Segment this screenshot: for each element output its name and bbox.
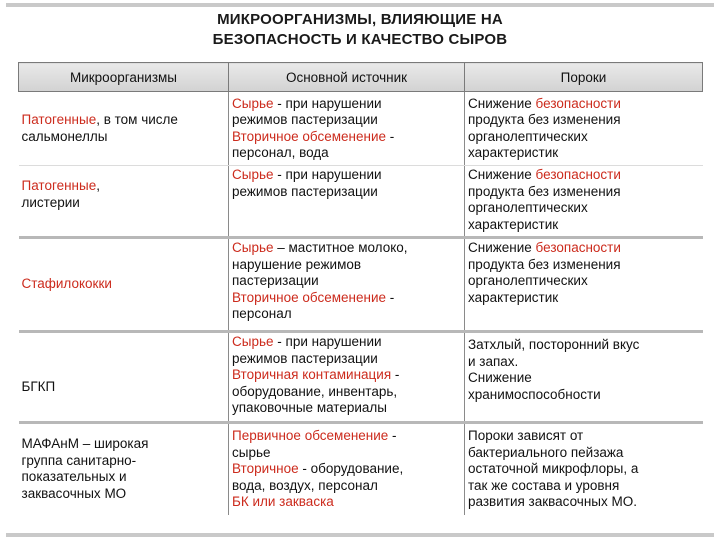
top-decorative-bar	[6, 3, 714, 7]
table-header-row	[19, 63, 703, 92]
header-defects: Пороки	[465, 63, 703, 92]
table-row	[19, 166, 703, 238]
table-row	[19, 423, 703, 515]
organism-cell: Стафилококки	[19, 238, 229, 332]
pathogenic-label: Патогенные	[21, 112, 97, 127]
organism-cell: Патогенные, в том числе сальмонеллы	[19, 92, 229, 166]
defect-cell: Затхлый, посторонний вкус и запах. Снижение хранимоспособности	[465, 332, 703, 423]
header-microorganisms: Микроорганизмы	[19, 63, 229, 92]
defect-cell: Снижение безопасности продукта без изменения органолептических характеристик	[465, 238, 703, 332]
table-row	[19, 92, 703, 166]
table-row	[19, 238, 703, 332]
defect-cell: Снижение безопасности продукта без изменения органолептических характеристик	[465, 166, 703, 238]
source-cell: Сырье - при нарушении режимов пастеризации Вторичное обсеменение - персонал, вода	[229, 92, 465, 166]
microorganisms-table	[18, 62, 703, 515]
organism-cell: БГКП	[19, 332, 229, 423]
source-cell: Сырье – маститное молоко, нарушение режимов пастеризации Вторичное обсеменение - персонал	[229, 238, 465, 332]
source-cell: Первичное обсеменение - сырье Вторичное - оборудование, вода, воздух, персонал БК или закваска	[229, 423, 465, 515]
organism-cell: Патогенные, листерии	[19, 166, 229, 238]
table-row	[19, 332, 703, 423]
defect-cell: Снижение безопасности продукта без изменения органолептических характеристик	[465, 92, 703, 166]
source-cell: Сырье - при нарушении режимов пастеризации Вторичная контаминация - оборудование, инвентарь, упаковочные материалы	[229, 332, 465, 423]
bottom-decorative-bar	[6, 533, 714, 537]
title-line-1: МИКРООРГАНИЗМЫ, ВЛИЯЮЩИЕ НА	[217, 11, 503, 28]
source-cell: Сырье - при нарушении режимов пастеризации	[229, 166, 465, 238]
header-source: Основной источник	[229, 63, 465, 92]
organism-cell: МАФАнМ – широкая группа санитарно- показательных и заквасочных МО	[19, 423, 229, 515]
title-line-2: БЕЗОПАСНОСТЬ И КАЧЕСТВО СЫРОВ	[212, 31, 508, 48]
page-title	[0, 10, 720, 50]
pathogenic-label: Патогенные	[21, 178, 97, 193]
defect-cell: Пороки зависят от бактериального пейзажа остаточной микрофлоры, а так же состава и уровня развития заквасочных МО.	[465, 423, 703, 515]
